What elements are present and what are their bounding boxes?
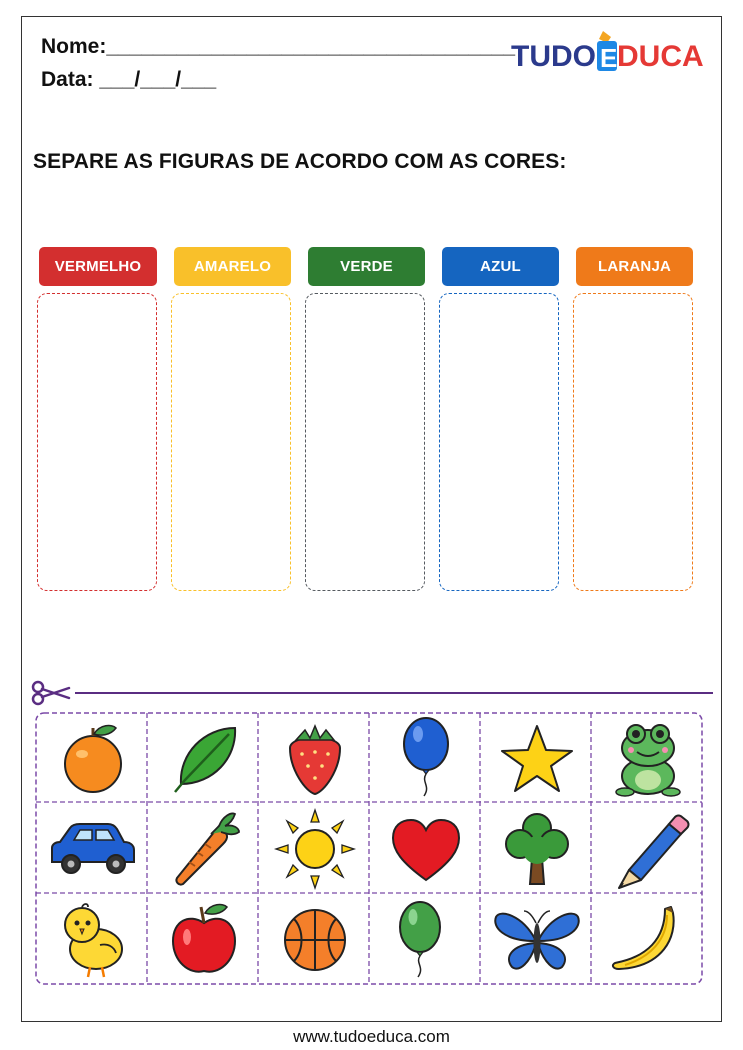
- figure-orange[interactable]: [38, 714, 148, 803]
- logo-part-duca: DUCA: [617, 40, 704, 73]
- butterfly-icon: [482, 895, 592, 984]
- figure-pencil[interactable]: [593, 804, 703, 893]
- column-label-azul: AZUL: [442, 247, 559, 286]
- banana-icon: [593, 895, 703, 984]
- carrot-icon: [149, 804, 259, 893]
- footer-url[interactable]: www.tudoeduca.com: [293, 1027, 450, 1046]
- figure-leaf[interactable]: [149, 714, 259, 803]
- frog-icon: [593, 714, 703, 803]
- figure-frog[interactable]: [593, 714, 703, 803]
- figure-heart[interactable]: [371, 804, 481, 893]
- column-label-laranja: LARANJA: [576, 247, 693, 286]
- star-icon: [482, 714, 592, 803]
- column-label-vermelho: VERMELHO: [39, 247, 157, 286]
- instruction-text: SEPARE AS FIGURAS DE ACORDO COM AS CORES:: [33, 150, 567, 173]
- figure-butterfly[interactable]: [482, 895, 592, 984]
- figure-carrot[interactable]: [149, 804, 259, 893]
- figure-strawberry[interactable]: [260, 714, 370, 803]
- date-field[interactable]: Data: ___/___/___: [41, 68, 217, 91]
- logo-part-tudo: TUDO: [511, 40, 596, 73]
- column-box-vermelho[interactable]: [37, 293, 157, 591]
- apple-icon: [149, 895, 259, 984]
- column-box-azul[interactable]: [439, 293, 559, 591]
- figure-tree[interactable]: [482, 804, 592, 893]
- green-balloon-icon: [371, 895, 481, 984]
- name-field[interactable]: Nome:___________________________________: [41, 35, 516, 58]
- figure-chick[interactable]: [38, 895, 148, 984]
- figure-banana[interactable]: [593, 895, 703, 984]
- leaf-icon: [149, 714, 259, 803]
- figure-basketball[interactable]: [260, 895, 370, 984]
- heart-icon: [371, 804, 481, 893]
- column-box-laranja[interactable]: [573, 293, 693, 591]
- pencil-icon: [593, 804, 703, 893]
- column-label-amarelo: AMARELO: [174, 247, 291, 286]
- figure-star[interactable]: [482, 714, 592, 803]
- figure-blue-balloon[interactable]: [371, 714, 481, 803]
- sun-icon: [260, 804, 370, 893]
- figure-green-balloon[interactable]: [371, 895, 481, 984]
- figure-apple[interactable]: [149, 895, 259, 984]
- strawberry-icon: [260, 714, 370, 803]
- cut-line: [75, 692, 713, 694]
- tudoeduca-logo: [511, 27, 717, 79]
- tree-icon: [482, 804, 592, 893]
- column-box-amarelo[interactable]: [171, 293, 291, 591]
- column-box-verde[interactable]: [305, 293, 425, 591]
- figure-car[interactable]: [38, 804, 148, 893]
- blue-balloon-icon: [371, 714, 481, 803]
- chick-icon: [38, 895, 148, 984]
- column-label-verde: VERDE: [308, 247, 425, 286]
- car-icon: [38, 804, 148, 893]
- basketball-icon: [260, 895, 370, 984]
- scissors-icon: [31, 679, 71, 707]
- logo-part-e: E: [600, 43, 618, 73]
- orange-icon: [38, 714, 148, 803]
- figure-sun[interactable]: [260, 804, 370, 893]
